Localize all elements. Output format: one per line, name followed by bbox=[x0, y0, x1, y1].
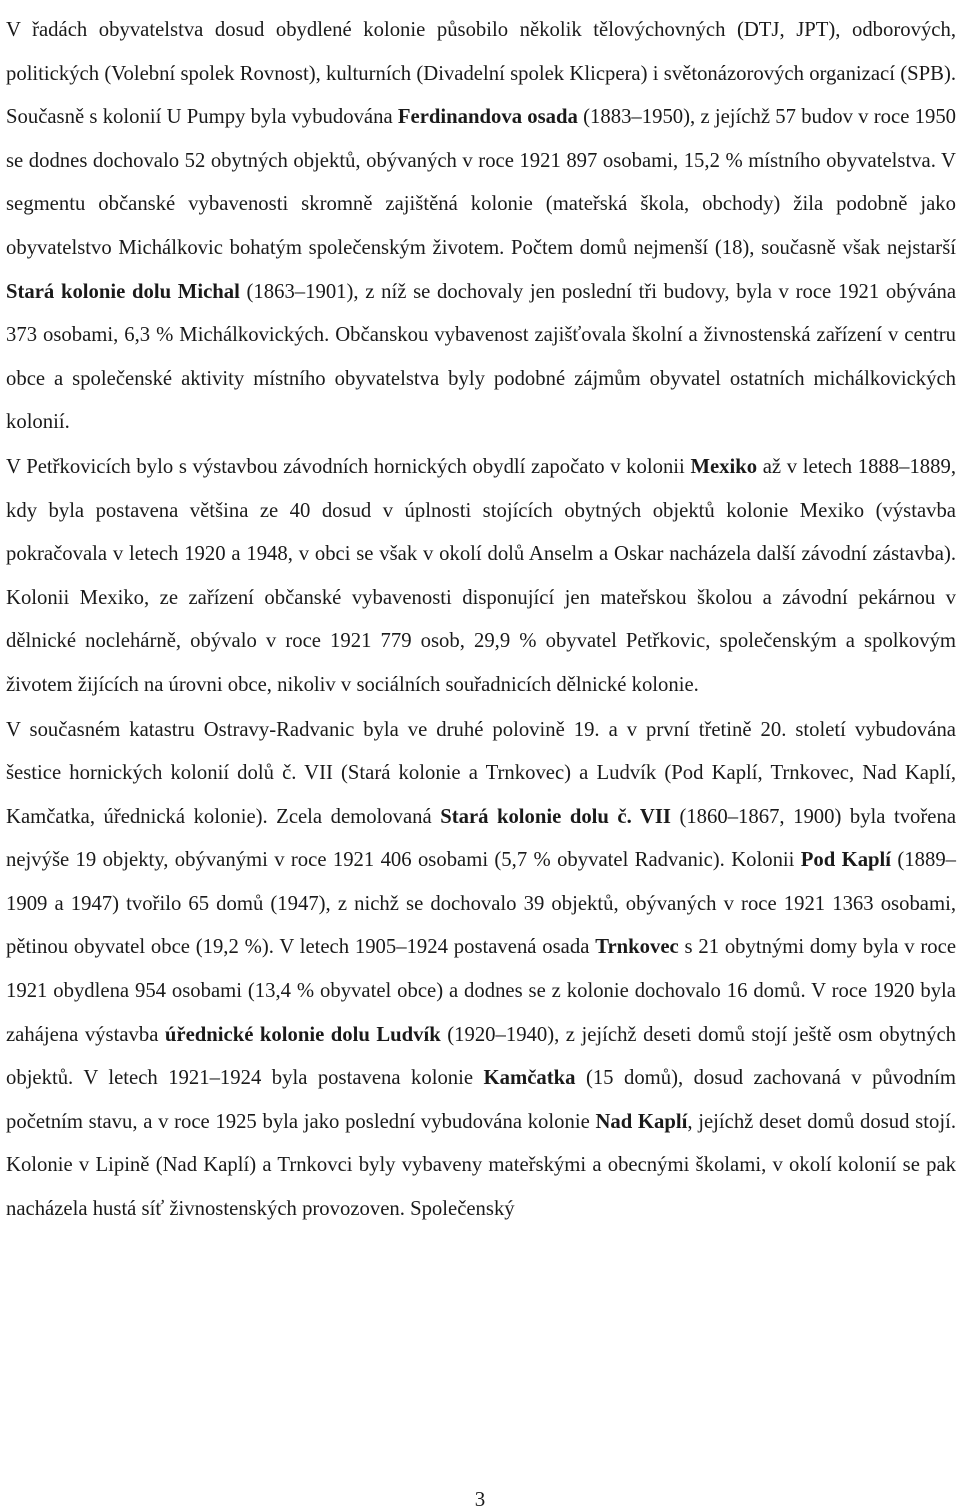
paragraph-radvanice bbox=[6, 709, 956, 1232]
bold-term-mexiko: Mexiko bbox=[690, 455, 758, 478]
page-number: 3 bbox=[474, 1487, 486, 1511]
text-run: V současném katastru Ostravy-Radvanic byla ve druhé polovině 19. a v první třetině 20. století vybudována šestice hornických kolonií dolů č. VII (Stará kolonie a Trnkovec) a Ludvík (Pod Kaplí, Trnkovec, Nad Kaplí, Kamčatka, úřednická kolonie). Zcela demolovaná bbox=[6, 718, 956, 828]
text-run: (15 domů), dosud zachovaná v původním početním stavu, a v roce 1925 byla jako poslední vybudována kolonie bbox=[6, 1067, 956, 1133]
text-run: (1883–1950), z jejíchž 57 budov v roce 1950 se dodnes dochovalo 52 obytných objektů, obývaných v roce 1921 897 osobami, 15,2 % místního obyvatelstva. V segmentu občanské vybavenosti skromně zajištěná kolonie (mateřská škola, obchody) žila podobně jako obyvatelstvo Michálkovic bohatým společenským životem. Počtem domů nejmenší (18), současně však nejstarší bbox=[6, 106, 957, 259]
text-run: V řadách obyvatelstva dosud obydlené kolonie působilo několik tělovýchovných (DTJ, JPT), odborových, politických (Volební spolek Rovnost), kulturních (Divadelní spolek Klicpera) i světonázorových organizací (SPB). Současně s kolonií U Pumpy byla vybudována bbox=[6, 19, 956, 129]
bold-term-kamcatka: Kamčatka bbox=[483, 1067, 576, 1090]
paragraph-michalkovice bbox=[6, 9, 956, 445]
text-run: až v letech 1888–1889, kdy byla postavena většina ze 40 dosud v úplnosti stojících obytných objektů kolonie Mexiko (výstavba pokračovala v letech 1920 a 1948, v obci se však v okolí dolů Anselm a Oskar nacházela další závodní zástavba). Kolonii Mexiko, ze zařízení občanské vybavenosti disponující jen mateřskou školou a závodní pekárnou v dělnické noclehárně, obývalo v roce 1921 779 osob, 29,9 % obyvatel Petřkovic, společenským a spolkovým životem žijících na úrovni obce, nikoliv v sociálních souřadnicích dělnické kolonie. bbox=[6, 455, 957, 696]
bold-term-trnkovec: Trnkovec bbox=[595, 936, 679, 959]
bold-term-ferdinandova-osada: Ferdinandova osada bbox=[397, 106, 578, 129]
text-run: , jejíchž deset domů dosud stojí. Kolonie v Lipině (Nad Kaplí) a Trnkovci byly vybaveny mateřskými a obecnými školami, v okolí kolonií se pak nacházela hustá síť živnostenských provozoven. Společenský bbox=[6, 1110, 956, 1221]
bold-term-nad-kapli: Nad Kaplí bbox=[595, 1110, 688, 1133]
bold-term-pod-kapli: Pod Kaplí bbox=[800, 849, 892, 872]
bold-term-stara-kolonie-dolu-michal: Stará kolonie dolu Michal bbox=[6, 280, 240, 303]
text-run: (1863–1901), z níž se dochovaly jen poslední tři budovy, byla v roce 1921 obývána 373 osobami, 6,3 % Michálkovických. Občanskou vybavenost zajišťovala školní a živnostenská zařízení v centru obce a společenské aktivity místního obyvatelstva byly podobné zájmům obyvatel ostatních michálkovických kolonií. bbox=[6, 280, 957, 434]
document-page bbox=[6, 0, 956, 1509]
bold-term-urednicke-kolonie-dolu-ludvik: úřednické kolonie dolu Ludvík bbox=[164, 1023, 441, 1046]
text-run: (1920–1940), z jejíchž deseti domů stojí ještě osm obytných objektů. V letech 1921–1924 byla postavena kolonie bbox=[6, 1023, 956, 1090]
text-run: V Petřkovicích bylo s výstavbou závodních hornických obydlí započato v kolonii bbox=[6, 455, 691, 478]
text-run: s 21 obytnými domy byla v roce 1921 obydlena 954 osobami (13,4 % obyvatel obce) a dodnes se z kolonie dochovalo 16 domů. V roce 1920 byla zahájena výstavba bbox=[6, 936, 956, 1046]
paragraph-petrkovice bbox=[6, 446, 956, 708]
text-run: (1860–1867, 1900) byla tvořena nejvýše 19 objekty, obývanými v roce 1921 406 osobami (5,7 % obyvatel Radvanic). Kolonii bbox=[6, 805, 956, 872]
bold-term-stara-kolonie-dolu-vii: Stará kolonie dolu č. VII bbox=[440, 805, 671, 828]
text-run: (1889–1909 a 1947) tvořilo 65 domů (1947), z nichž se dochovalo 39 objektů, obývaných v roce 1921 1363 osobami, pětinou obyvatel obce (19,2 %). V letech 1905–1924 postavená osada bbox=[6, 849, 957, 959]
